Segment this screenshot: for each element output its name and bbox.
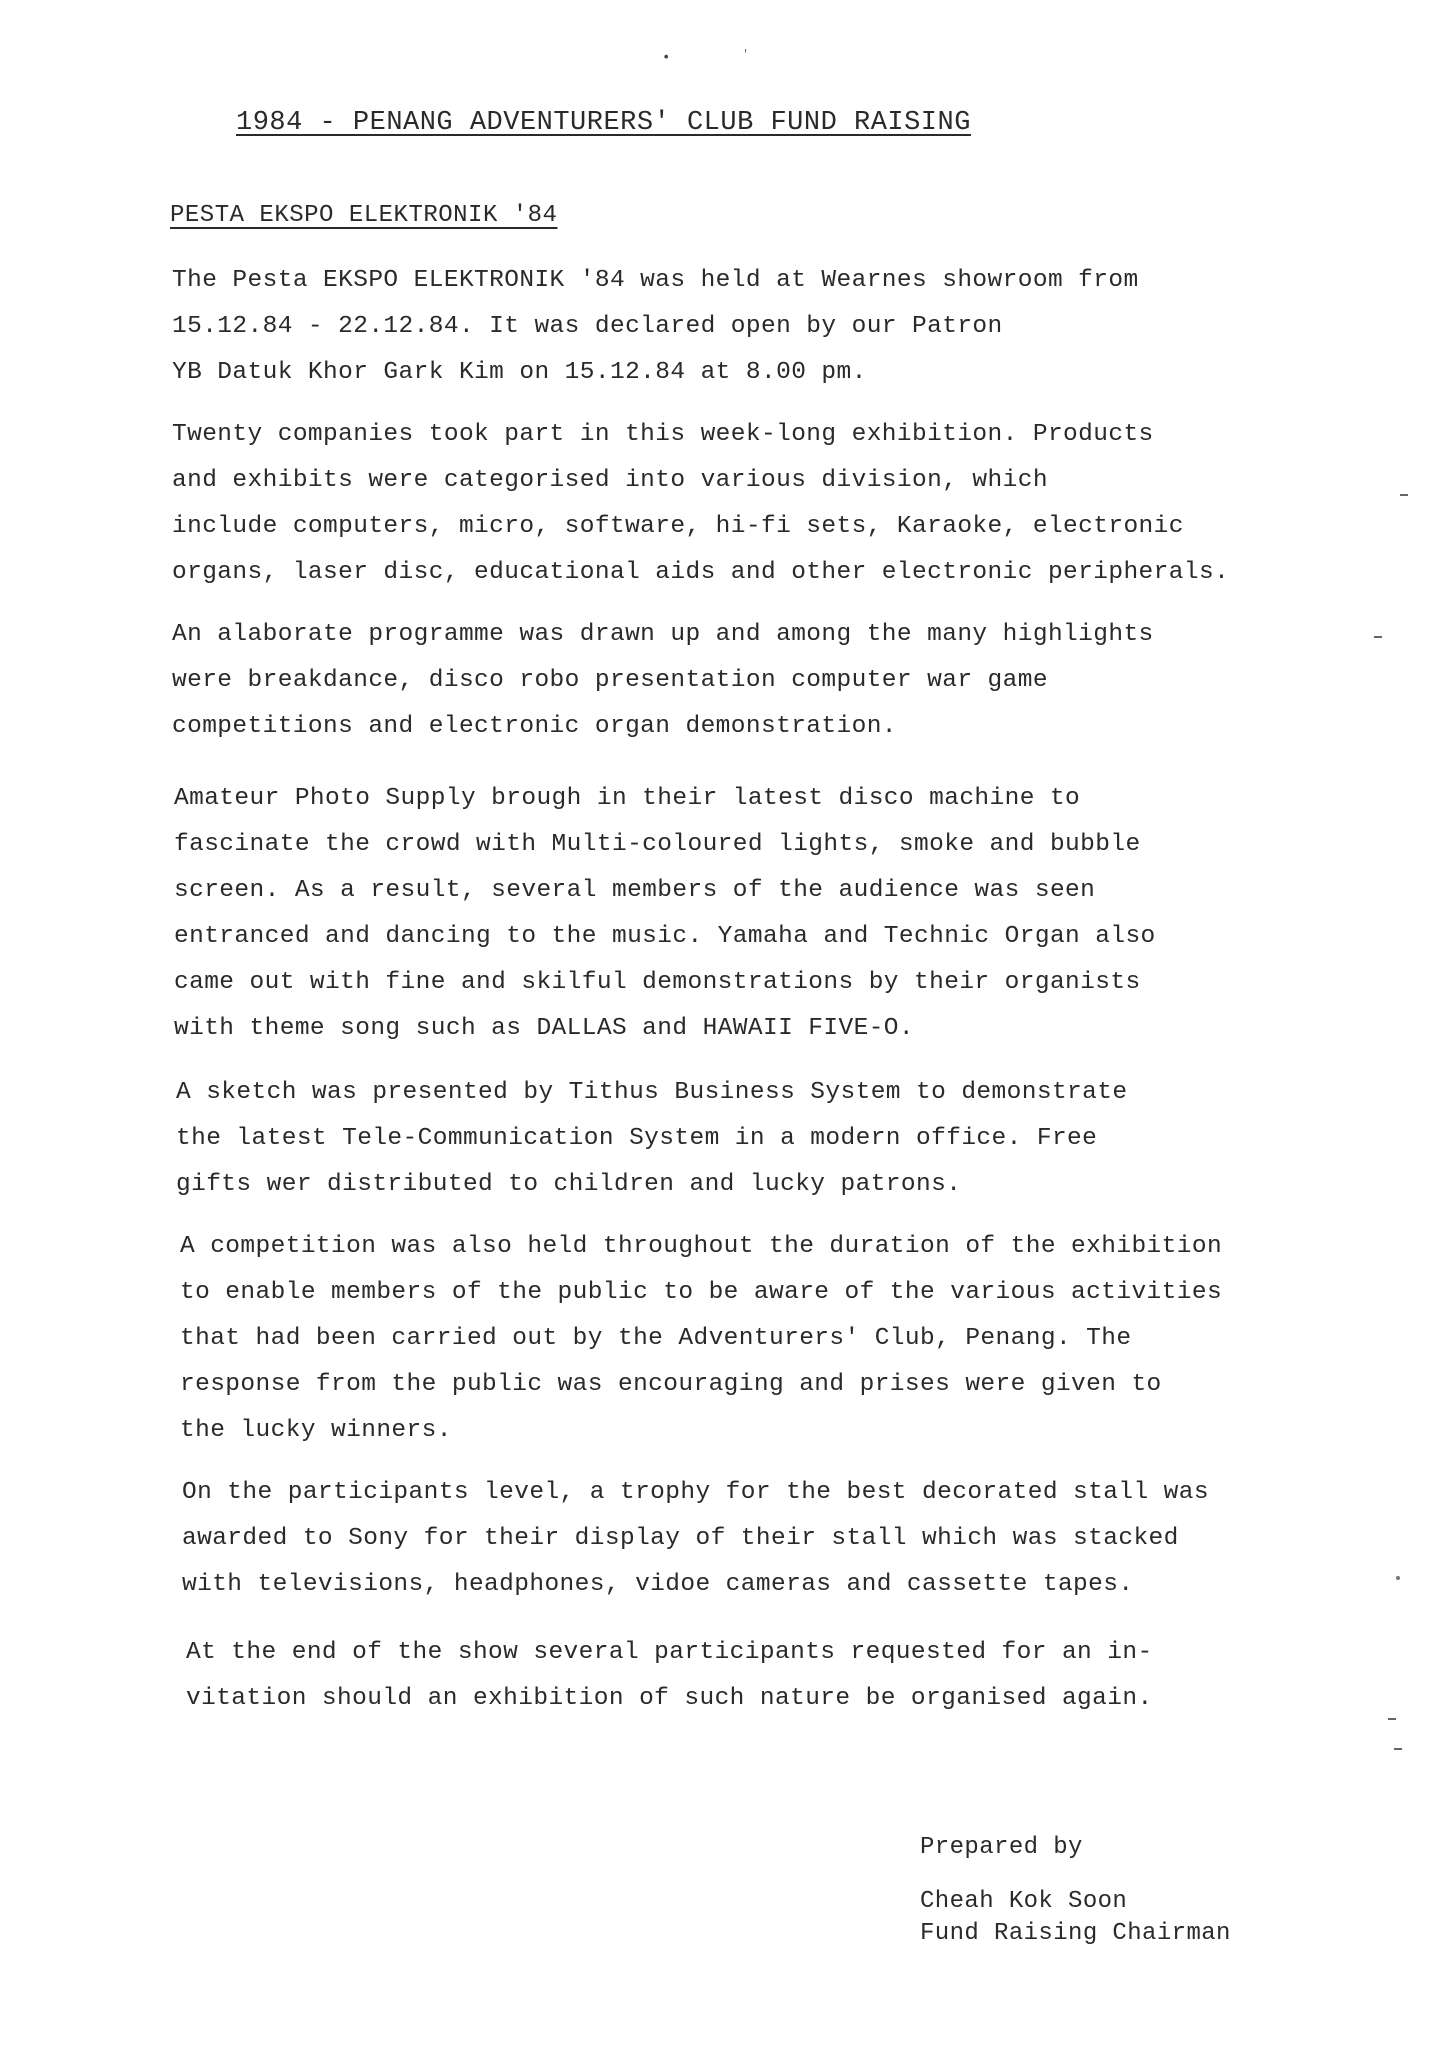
paragraph-competition: A competition was also held throughout the duration of the exhibition to enable members of the public to be aware of the various activities that had been carried out by the Adventurers' Club, Penang. The response from the public was encouraging and prises were given to the lucky winners. <box>180 1233 1223 1444</box>
page-dot <box>1396 1576 1400 1580</box>
paragraph-closing: At the end of the show several participants requested for an in- vitation should an exhibition of such nature be organised again. <box>186 1639 1153 1712</box>
prepared-by-label: Prepared by <box>920 1834 1083 1861</box>
margin-mark <box>1388 1718 1396 1720</box>
scan-mark: • <box>662 50 671 66</box>
paragraph-amateur-photo: Amateur Photo Supply brough in their latest disco machine to fascinate the crowd with Multi-coloured lights, smoke and bubble screen. As a result, several members of the audience was seen entranced and dancing to the music. Yamaha and Technic Organ also came out with fine and skilful demonstrations by their organists with theme song such as DALLAS and HAWAII FIVE-O. <box>174 785 1156 1042</box>
paragraph-opening: The Pesta EKSPO ELEKTRONIK '84 was held at Wearnes showroom from 15.12.84 - 22.12.84. It was declared open by our Patron YB Datuk Khor Gark Kim on 15.12.84 at 8.00 pm. <box>172 267 1139 386</box>
scan-mark: ' <box>742 48 750 62</box>
paragraph-participants: Twenty companies took part in this week-long exhibition. Products and exhibits were categorised into various division, which include computers, micro, software, hi-fi sets, Karaoke, electronic organs, laser disc, educational aids and other electronic peripherals. <box>172 421 1230 586</box>
margin-mark <box>1374 636 1382 638</box>
signer-title: Fund Raising Chairman <box>920 1920 1231 1947</box>
document-header <box>236 108 971 138</box>
paragraph-trophy: On the participants level, a trophy for the best decorated stall was awarded to Sony for their display of their stall which was stacked with televisions, headphones, vidoe cameras and cassette tapes. <box>182 1479 1209 1598</box>
margin-mark <box>1400 494 1408 496</box>
document-title: 1984 - PENANG ADVENTURERS' CLUB FUND RAISING <box>236 108 971 138</box>
paragraph-sketch: A sketch was presented by Tithus Business System to demonstrate the latest Tele-Communication System in a modern office. Free gifts wer distributed to children and lucky patrons. <box>176 1079 1128 1198</box>
signer-name: Cheah Kok Soon <box>920 1888 1128 1915</box>
margin-mark <box>1394 1748 1402 1750</box>
section-heading: PESTA EKSPO ELEKTRONIK '84 <box>170 202 558 229</box>
paragraph-programme: An alaborate programme was drawn up and among the many highlights were breakdance, disco robo presentation computer war game competitions and electronic organ demonstration. <box>172 621 1154 740</box>
